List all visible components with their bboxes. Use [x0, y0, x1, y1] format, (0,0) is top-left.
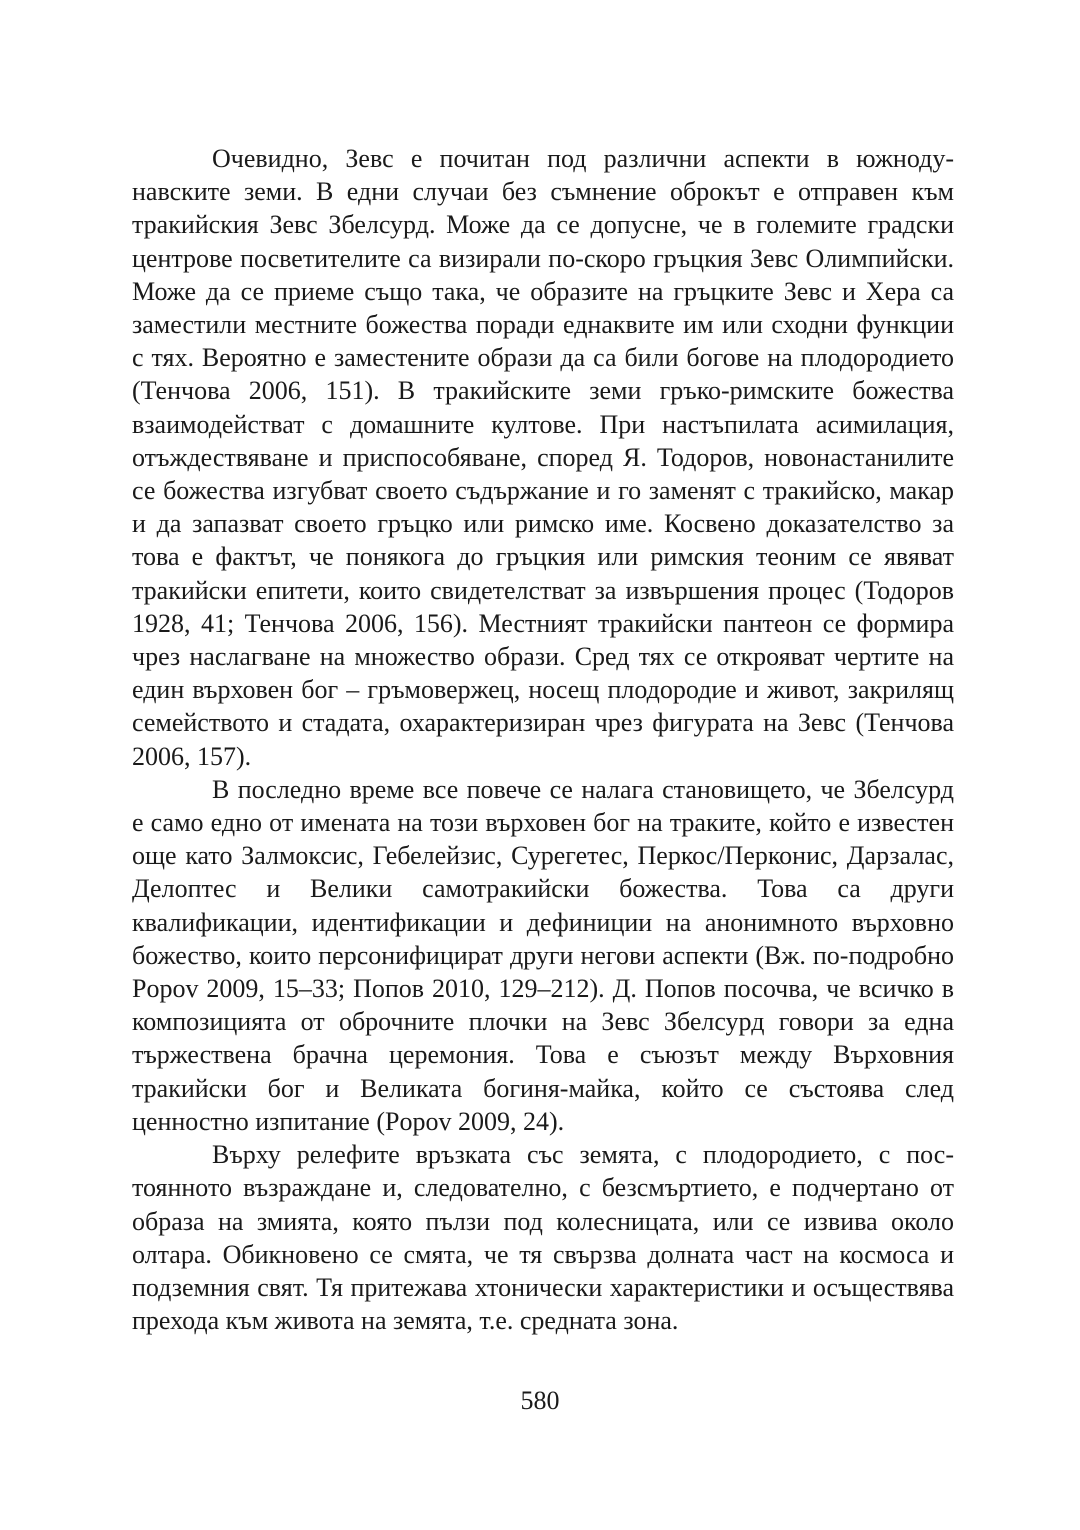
paragraph: Очевидно, Зевс е почитан под различни аспекти в южнодунавските земи. В едни случаи без съмнение оброкът е отправен към тракийския Зевс Збелсурд. Може да се допусне, че в големите градски центрове посветителите са визирали по-скоро гръцкия Зевс Олимпийски. Може да се приеме също така, че образите на гръцките Зевс и Хера са заместили местните божества поради еднаквите им или сходни функции с тях. Вероятно е заместените образи да са били богове на плодородието (Тенчова 2006, 151). В тракийските земи гръко-римските божества взаимодействат с домашните култове. При настъпилата асимилация, отъждествяване и приспособяване, според Я. Тодоров, новонастанилите се божества изгубват своето съдържание и го заменят с тракийско, макар и да запазват своето гръцко или римско име. Косвено доказателство за това е фактът, че понякога до гръцкия или римския теоним се явяват тракийски епитети, които свидетелстват за извършения процес (Тодоров 1928, 41; Тенчова 2006, 156). Местният тракийски пантеон се формира чрез наслагване на множество образи. Сред тях се открояват чертите на един върховен бог – гръмовержец, носещ плодородие и живот, закрилящ семейството и стадата, охарактеризиран чрез фигурата на Зевс (Тенчова 2006, 157). [132, 144, 954, 771]
body-text [132, 142, 954, 1337]
paragraph: Върху релефите връзката със земята, с плодородието, с постоянното възраждане и, следователно, с безсмъртието, е подчертано от образа на змията, която пълзи под колесницата, или се извива около олтара. Обикновено се смята, че тя свързва долната част на космоса и подземния свят. Тя притежава хтонически характеристики и осъществява прехода към живота на земята, т.е. средната зона. [132, 1140, 954, 1336]
page-number: 580 [520, 1386, 560, 1415]
paragraph: В последно време все повече се налага становището, че Збелсурд е само едно от имената на този върховен бог на траките, който е известен още като Залмоксис, Гебелейзис, Сурегетес, Перкос/Перконис, Дарзалас, Делоптес и Велики самотракийски божества. Това са други квалификации, идентификации и дефиниции на анонимното върховно божество, които персонифицират други негови аспекти (Вж. по-подробно Popov 2009, 15–33; Попов 2010, 129–212). Д. Попов посочва, че всичко в композицията от оброчните плочки на Зевс Збелсурд говори за една тържествена брачна церемония. Това е съюзът между Върховния тракийски бог и Великата богиня-майка, който се състоява след ценностно изпитание (Popov 2009, 24). [132, 774, 954, 1136]
